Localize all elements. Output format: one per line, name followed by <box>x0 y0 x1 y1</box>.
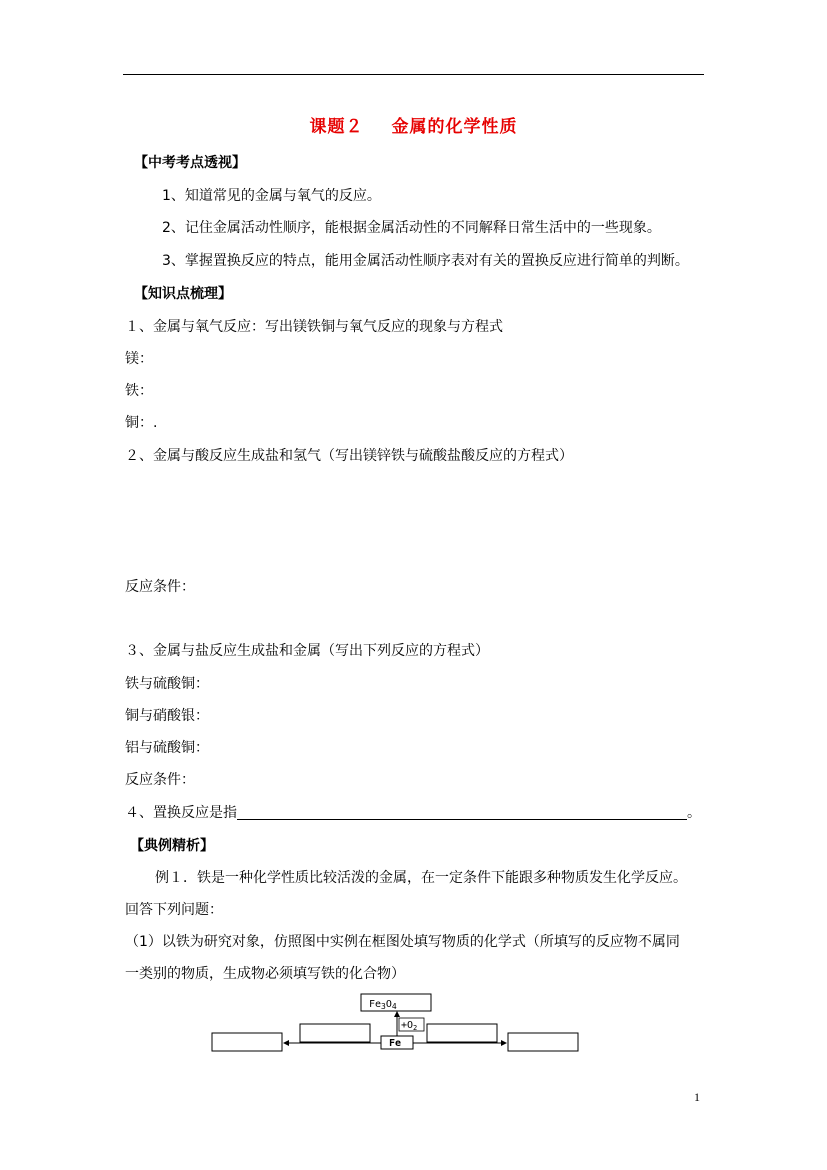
q2-condition: 反应条件： <box>125 579 195 595</box>
answer-box-left[interactable] <box>212 1033 282 1051</box>
title-part2: 金属的化学性质 <box>391 117 518 137</box>
header-rule <box>123 74 704 75</box>
q3-iron-copper-sulfate: 铁与硫酸铜： <box>125 676 209 692</box>
q1-iron: 铁： <box>125 383 153 399</box>
arrow-left-head <box>283 1040 289 1046</box>
page-number: 1 <box>694 1090 700 1104</box>
example-1-line-1: 例１．铁是一种化学性质比较活泼的金属，在一定条件下能跟多种物质发生化学反应。 <box>155 870 687 886</box>
q3-copper-silver-nitrate: 铜与硝酸银： <box>125 708 209 724</box>
question-4 <box>125 802 701 822</box>
section-heading-exam-points: 【中考考点透视】 <box>134 155 246 171</box>
section-heading-knowledge: 【知识点梳理】 <box>134 286 232 302</box>
product-label: $Fe_3O_4$ <box>369 999 397 1011</box>
arrow-up-head <box>394 1011 400 1017</box>
q1-magnesium: 镁： <box>125 351 153 367</box>
q1-copper: 铜：. <box>125 415 158 431</box>
exam-point-1: 1、知道常见的金属与氧气的反应。 <box>162 188 381 204</box>
reaction-diagram <box>205 990 585 1060</box>
q4-prefix: ４、置换反应是指 <box>125 805 237 821</box>
title-part1: 课题２ <box>309 117 364 137</box>
q3-condition: 反应条件： <box>125 772 195 788</box>
sub-question-1-line-2: 一类别的物质，生成物必须填写铁的化合物） <box>125 966 405 982</box>
answer-box-upper-right[interactable] <box>427 1024 497 1042</box>
q4-answer-blank[interactable] <box>237 805 687 820</box>
page-title <box>0 112 827 137</box>
answer-box-upper-left[interactable] <box>300 1024 370 1042</box>
q4-suffix: 。 <box>687 805 701 821</box>
exam-point-3: 3、掌握置换反应的特点，能用金属活动性顺序表对有关的置换反应进行简单的判断。 <box>162 253 689 269</box>
exam-point-2: 2、记住金属活动性顺序，能根据金属活动性的不同解释日常生活中的一些现象。 <box>162 220 661 236</box>
sub-question-1-line-1: （1）以铁为研究对象，仿照图中实例在框图处填写物质的化学式（所填写的反应物不属同 <box>125 934 680 950</box>
question-2: ２、金属与酸反应生成盐和氢气（写出镁锌铁与硫酸盐酸反应的方程式） <box>125 448 573 464</box>
center-label: Fe <box>389 1038 402 1049</box>
answer-box-right[interactable] <box>508 1033 578 1051</box>
reagent-label: $+O_2$ <box>401 1020 418 1032</box>
arrow-right-head <box>501 1040 507 1046</box>
q3-aluminum-copper-sulfate: 铝与硫酸铜： <box>125 740 209 756</box>
question-3: ３、金属与盐反应生成盐和金属（写出下列反应的方程式） <box>125 643 489 659</box>
question-1: １、金属与氧气反应：写出镁铁铜与氧气反应的现象与方程式 <box>125 319 503 335</box>
section-heading-examples: 【典例精析】 <box>130 838 214 854</box>
example-1-line-2: 回答下列问题： <box>125 902 223 918</box>
